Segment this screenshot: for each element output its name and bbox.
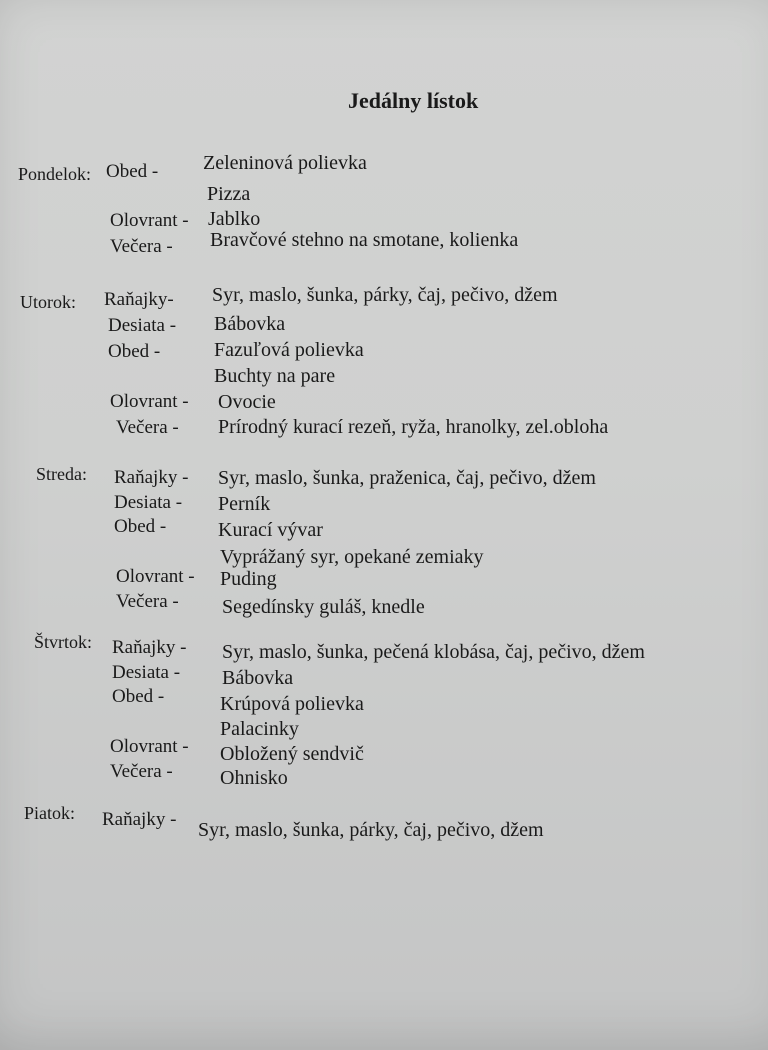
- menu-item: Syr, maslo, šunka, praženica, čaj, pečivo, džem: [218, 467, 596, 489]
- meal-label: Večera -: [116, 417, 179, 438]
- day-label-friday: Piatok:: [24, 803, 76, 823]
- meal-label: Obed -: [106, 161, 159, 182]
- meal-label: Večera -: [110, 236, 173, 257]
- menu-item: Bábovka: [214, 313, 286, 335]
- meal-label: Obed -: [114, 516, 167, 537]
- menu-item: Syr, maslo, šunka, pečená klobása, čaj, pečivo, džem: [222, 641, 645, 663]
- menu-item: Bravčové stehno na smotane, kolienka: [210, 229, 519, 251]
- day-label-monday: Pondelok:: [18, 164, 92, 184]
- day-label-thursday: Štvrtok:: [34, 632, 93, 652]
- meal-label: Večera -: [110, 761, 173, 782]
- menu-item: Ovocie: [218, 391, 276, 413]
- menu-item: Vyprážaný syr, opekané zemiaky: [220, 546, 484, 568]
- menu-item: Perník: [218, 493, 271, 515]
- meal-label: Raňajky -: [114, 467, 189, 488]
- meal-label: Raňajky-: [104, 289, 174, 310]
- meal-label: Desiata -: [114, 492, 183, 513]
- day-label-tuesday: Utorok:: [20, 292, 76, 312]
- meal-label: Olovrant -: [110, 391, 189, 412]
- menu-item: Krúpová polievka: [220, 693, 364, 715]
- menu-item: Segedínsky guláš, knedle: [222, 596, 425, 618]
- meal-label: Obed -: [108, 341, 161, 362]
- day-label-wednesday: Streda:: [36, 464, 87, 484]
- page-title: Jedálny lístok: [348, 88, 479, 113]
- menu-item: Kurací vývar: [218, 519, 323, 541]
- meal-label: Olovrant -: [110, 736, 189, 757]
- meal-label: Olovrant -: [116, 566, 195, 587]
- meal-label: Obed -: [112, 686, 165, 707]
- menu-item: Jablko: [208, 208, 261, 230]
- menu-item: Buchty na pare: [214, 365, 336, 387]
- meal-label: Desiata -: [112, 662, 181, 683]
- meal-label: Desiata -: [108, 315, 177, 336]
- meal-label: Raňajky -: [102, 809, 177, 830]
- meal-label: Raňajky -: [112, 637, 187, 658]
- menu-item: Obložený sendvič: [220, 743, 364, 765]
- meal-label: Olovrant -: [110, 210, 189, 231]
- meal-label: Večera -: [116, 591, 179, 612]
- menu-item: Puding: [220, 568, 277, 590]
- menu-item: Prírodný kurací rezeň, ryža, hranolky, zel.obloha: [218, 416, 609, 438]
- menu-item: Syr, maslo, šunka, párky, čaj, pečivo, džem: [198, 819, 544, 841]
- menu-item: Palacinky: [220, 718, 299, 740]
- menu-item: Bábovka: [222, 667, 294, 689]
- menu-item: Fazuľová polievka: [214, 339, 364, 361]
- menu-item: Pizza: [207, 183, 251, 205]
- menu-item: Syr, maslo, šunka, párky, čaj, pečivo, džem: [212, 284, 558, 306]
- menu-item: Zeleninová polievka: [203, 152, 367, 174]
- menu-item: Ohnisko: [220, 767, 288, 789]
